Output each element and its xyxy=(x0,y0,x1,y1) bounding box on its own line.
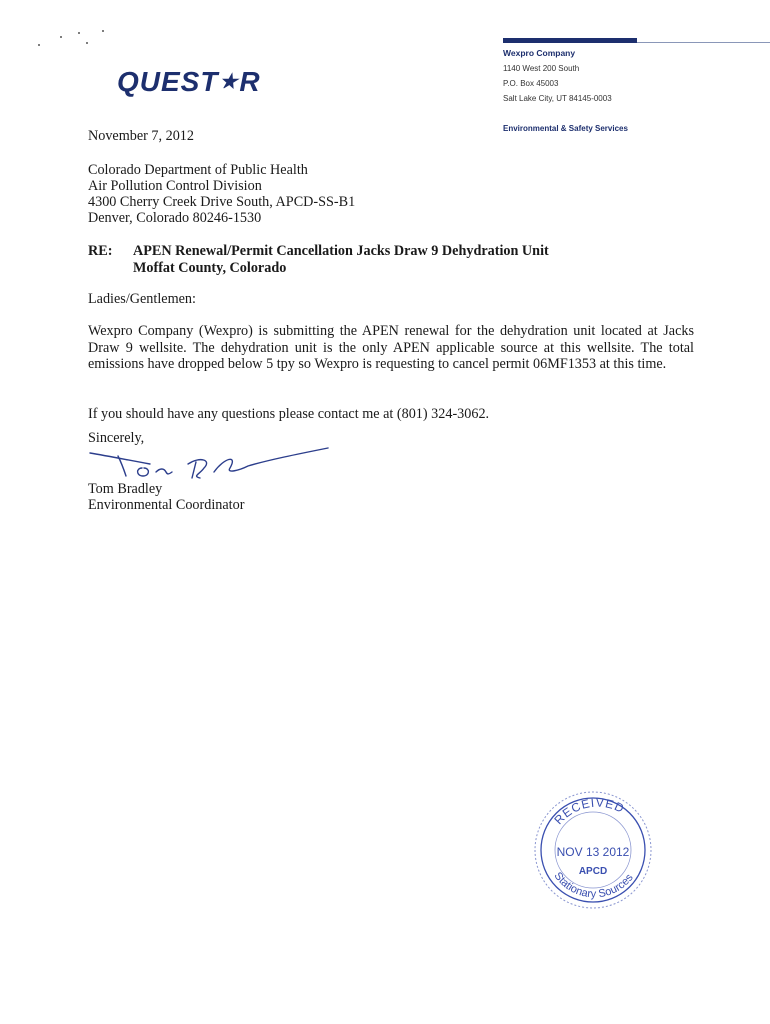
recipient-line: Air Pollution Control Division xyxy=(88,178,262,194)
signature xyxy=(88,438,348,484)
closing: Sincerely, xyxy=(88,430,145,446)
salutation: Ladies/Gentlemen: xyxy=(88,291,196,307)
stamp-bottom-text: Stationary Sources xyxy=(551,870,636,901)
body-paragraph: Wexpro Company (Wexpro) is submitting the APEN renewal for the dehydration unit located at Jacks Draw 9 wellsite. The dehydration unit is the only APEN applicable source at this wellsite. The total emissions have dropped below 5 tpy so Wexpro is requesting to cancel permit 06MF1353 at this time. xyxy=(88,323,694,372)
letter-date: November 7, 2012 xyxy=(88,128,194,144)
letterhead-company: Wexpro Company xyxy=(503,48,576,58)
re-subject-line: Moffat County, Colorado xyxy=(133,260,287,276)
stamp-agency: APCD xyxy=(578,866,608,877)
letterhead-address-line: Salt Lake City, UT 84145-0003 xyxy=(503,94,612,103)
recipient-line: Denver, Colorado 80246-1530 xyxy=(88,210,262,226)
received-stamp xyxy=(528,778,658,918)
stamp-date: NOV 13 2012 xyxy=(556,845,630,859)
recipient-line: Colorado Department of Public Health xyxy=(88,162,308,178)
letterhead-department: Environmental & Safety Services xyxy=(503,124,628,133)
signer-name: Tom Bradley xyxy=(88,481,163,497)
letterhead-address-line: P.O. Box 45003 xyxy=(503,79,559,88)
letterhead-rule xyxy=(503,38,637,43)
re-subject-line: APEN Renewal/Permit Cancellation Jacks Draw 9 Dehydration Unit xyxy=(133,243,549,259)
logo-star-icon: ★ xyxy=(219,71,239,93)
contact-line: If you should have any questions please contact me at (801) 324-3062. xyxy=(88,406,490,422)
letterhead-thin-rule xyxy=(637,42,770,43)
questar-logo: QUEST★R xyxy=(117,66,261,97)
recipient-line: 4300 Cherry Creek Drive South, APCD-SS-B1 xyxy=(88,194,356,210)
stamp-top-text: RECEIVED xyxy=(551,795,627,828)
letterhead-address-line: 1140 West 200 South xyxy=(503,64,580,73)
signer-title: Environmental Coordinator xyxy=(88,497,245,513)
re-label: RE: xyxy=(88,243,113,259)
